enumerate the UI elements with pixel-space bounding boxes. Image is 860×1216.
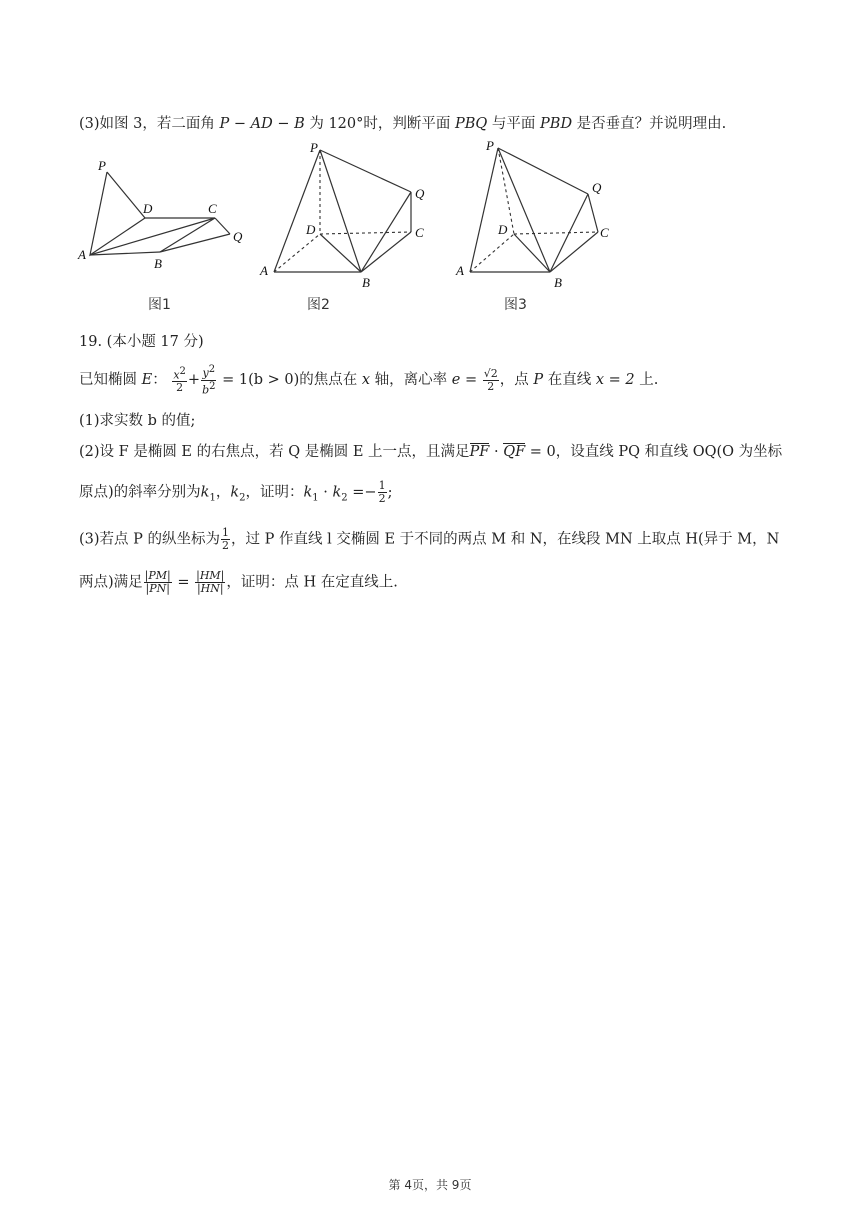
fig1-label-A: A [78, 247, 86, 262]
fig3-caption: 图3 [504, 297, 527, 313]
fig1-label-C: C [208, 201, 217, 216]
fig3-label-Q: Q [592, 180, 602, 195]
fig2-caption: 图2 [307, 297, 330, 313]
fig2-label-P: P [310, 140, 318, 155]
figure-3 [452, 138, 632, 320]
fraction-x2-over-2: $\frac{x^2}{2}$ [173, 365, 186, 395]
fig1-label-B: B [154, 256, 162, 271]
figure-1 [70, 150, 260, 320]
figure-2 [258, 138, 438, 320]
fraction-HM-over-HN: $\frac{|HM|}{|HN|}$ [196, 569, 225, 595]
q19-part2-line2: 原点)的斜率分别为$k_1$，$k_2$，证明：$k_1 \cdot k_2$ =− $\frac{1}{2}$ ; [79, 479, 393, 505]
fig2-label-B: B [362, 275, 370, 290]
fig2-label-Q: Q [415, 186, 425, 201]
fig2-label-A: A [260, 263, 268, 278]
fig3-label-B: B [554, 275, 562, 290]
fig3-label-D: D [498, 222, 508, 237]
fraction-y2-over-b2: $\frac{y^2}{b^2}$ [202, 364, 216, 397]
vector-PF: PF [469, 444, 490, 460]
q18-part3-line: (3)如图 3，若二面角 P − AD − B 为 120°时，判断平面 PBQ 与平面 PBD 是否垂直？并说明理由. [79, 116, 727, 132]
fraction-sqrt2-over-2: $\frac{√2}{2}$ [483, 366, 498, 393]
q19-part3-line2: 两点)满足 $\frac{|PM|}{|PN|}$ = $\frac{|HM|}{|HN|}$ ，证明：点 H 在定直线上. [79, 569, 398, 595]
q19-part3-line1: (3)若点 P 的纵坐标为 $\frac{1}{2}$ ，过 P 作直线 l 交椭圆 E 于不同的两点 M 和 N，在线段 MN 上取点 H(异于 M，N [79, 526, 780, 552]
fig3-label-C: C [600, 225, 609, 240]
q19-part2-line1: (2)设 F 是椭圆 E 的右焦点，若 Q 是椭圆 E 上一点，且满足PF · QF = 0，设直线 PQ 和直线 OQ(O 为坐标 [79, 444, 783, 460]
fraction-PM-over-PN: $\frac{|PM|}{|PN|}$ [144, 569, 171, 595]
fig3-label-A: A [456, 263, 464, 278]
vector-QF: QF [503, 444, 526, 460]
fraction-one-half-2: $\frac{1}{2}$ [222, 526, 230, 552]
fig2-label-D: D [306, 222, 316, 237]
page-footer: 第 4页，共 9页 [388, 1178, 472, 1192]
q19-part1: (1)求实数 b 的值; [79, 413, 196, 429]
q19-stem: 已知椭圆 E： $\frac{x^2}{2}$ + $\frac{y^2}{b^2}$ = 1(b > 0)的焦点在 x 轴，离心率 e = $\frac{√2}{2}$ ，点 P 在直线 x = 2 上. [79, 364, 659, 397]
fig1-label-D: D [143, 201, 153, 216]
q19-header: 19. (本小题 17 分) [79, 334, 204, 350]
fig1-caption: 图1 [148, 297, 171, 313]
fraction-one-half: $\frac{1}{2}$ [378, 479, 386, 505]
fig3-label-P: P [486, 138, 494, 153]
fig1-label-Q: Q [233, 229, 243, 244]
fig2-label-C: C [415, 225, 424, 240]
fig1-label-P: P [98, 158, 106, 173]
